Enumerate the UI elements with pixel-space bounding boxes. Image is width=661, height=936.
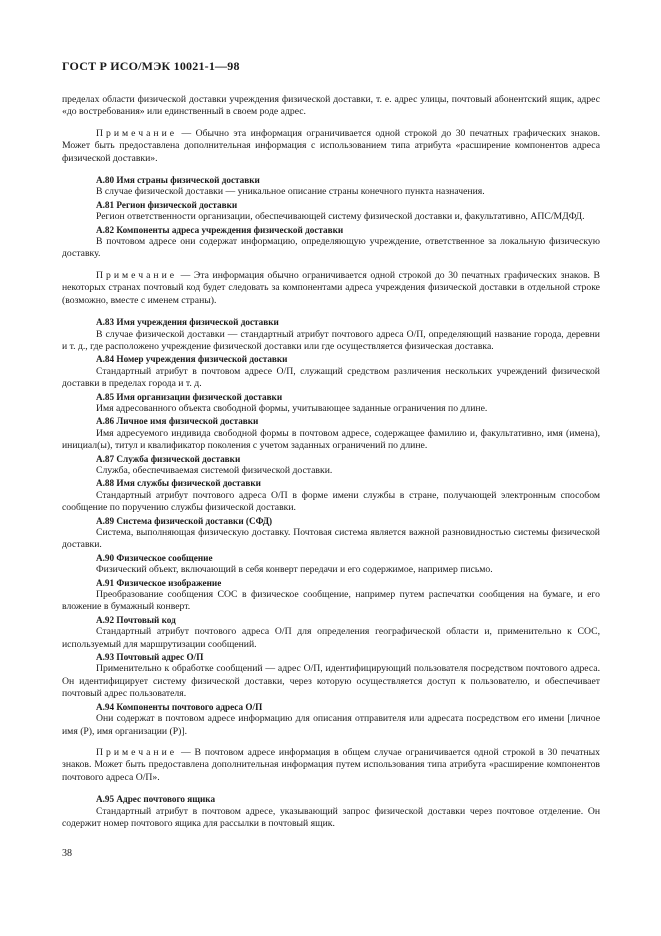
intro-paragraph: пределах области физической доставки учреждения физической доставки, т. е. адрес улицы, почтовый абонентский ящик, адрес «до востребования» или единственный в своем роде адрес. (62, 94, 600, 118)
page-number: 38 (62, 848, 72, 859)
section-a84 (62, 353, 600, 390)
section-text: Имя адресованного объекта свободной формы, учитывающее заданные ограничения по длине. (96, 402, 488, 414)
section-heading: А.82 Компоненты адреса учреждения физической доставки (96, 224, 344, 235)
section-text: Стандартный атрибут в почтовом адресе О/П, служащий средством различения нескольких учреждений физической доставки в пределах города и т. д. (62, 365, 600, 390)
section-a81 (62, 199, 600, 224)
section-text: Служба, обеспечиваемая системой физической доставки. (96, 464, 333, 476)
note-label: Примечание (96, 269, 178, 281)
section-a83 (62, 316, 600, 353)
section-heading: А.84 Номер учреждения физической доставки (96, 354, 288, 365)
note-label: Примечание (96, 127, 178, 139)
section-text: Регион ответственности организации, обеспечивающей систему физической доставки и, факультативно, АПС/МДФД. (96, 211, 585, 223)
note-label: Примечание (96, 746, 178, 758)
section-heading: А.81 Регион физической доставки (96, 199, 238, 210)
section-text: Они содержат в почтовом адресе информацию для описания отправителя или адресата посредством его имени [личное имя (P), имя организации (P)]. (62, 713, 600, 737)
section-a82 (62, 224, 600, 261)
section-a91 (62, 577, 600, 614)
section-heading: А.86 Личное имя физической доставки (96, 416, 259, 427)
section-text: Стандартный атрибут в почтовом адресе, указывающий запрос физической доставки через почтовое отделение. Он содержит номер почтового ящика для рассылки в почтовый ящик. (62, 805, 600, 829)
note-paragraph (62, 270, 600, 307)
section-text: Физический объект, включающий в себя конверт передачи и его содержимое, например письмо. (96, 564, 493, 576)
section-heading: А.93 Почтовый адрес О/П (96, 652, 204, 663)
section-heading: А.87 Служба физической доставки (96, 453, 241, 464)
section-text: Преобразование сообщения СОС в физическое сообщение, например путем распечатки сообщения на бумаге, и его вложение в бумажный конверт. (62, 589, 600, 613)
section-a94 (62, 701, 600, 738)
note-paragraph (62, 128, 600, 165)
section-a95 (62, 793, 600, 830)
section-heading: А.89 Система физической доставки (СФД) (96, 515, 273, 526)
section-a87 (62, 453, 600, 478)
section-a89 (62, 515, 600, 552)
section-text: В почтовом адресе они содержат информацию, определяющую учреждение, ответственное за локальную физическую доставку. (62, 236, 600, 260)
section-heading: А.90 Физическое сообщение (96, 552, 213, 563)
section-a88 (62, 477, 600, 514)
section-a90 (62, 552, 600, 577)
section-heading: А.83 Имя учреждения физической доставки (96, 317, 279, 328)
section-a80 (62, 174, 600, 199)
section-heading: А.95 Адрес почтового ящика (96, 794, 216, 805)
section-text: Применительно к обработке сообщений — адрес О/П, идентифицирующий пользователя посредством почтового адреса. Он идентифицирует систему физической доставки, через которую осуществляется доступ к пользователю, и обеспечивает почтовый адрес пользователя. (62, 663, 600, 700)
section-heading: А.80 Имя страны физической доставки (96, 175, 260, 186)
document-body (62, 94, 600, 830)
section-heading: А.85 Имя организации физической доставки (96, 391, 283, 402)
section-a85 (62, 391, 600, 416)
section-text: В случае физической доставки — уникальное описание страны конечного пункта назначения. (96, 186, 485, 198)
section-heading: А.92 Почтовый код (96, 614, 176, 625)
note-text: — В почтовом адресе информация в общем случае ограничивается одной строкой в 30 печатных знаков. Может быть предоставлена дополнительная информация путем использования типа атрибута «расширение компонентов почтового адреса О/П». (62, 746, 600, 783)
section-heading: А.88 Имя службы физической доставки (96, 478, 261, 489)
note-text: — Эта информация обычно ограничивается одной строкой до 30 печатных графических знаков. В некоторых странах почтовый код будет следовать за компонентами адреса учреждения физической доставки в отдельной строке (возможно, вместе с именем страны). (62, 269, 600, 306)
section-heading: А.91 Физическое изображение (96, 577, 222, 588)
note-paragraph (62, 747, 600, 784)
section-text: Система, выполняющая физическую доставку. Почтовая система является важной разновидностью системы физической доставки. (62, 527, 600, 551)
section-a92 (62, 614, 600, 651)
section-text: В случае физической доставки — стандартный атрибут почтового адреса О/П, определяющий название города, деревни и т. д., где расположено учреждение физической доставки или где осуществляется физическая доставка. (62, 328, 600, 352)
section-a93 (62, 651, 600, 701)
section-text: Имя адресуемого индивида свободной формы в почтовом адресе, содержащее фамилию и, факультативно, имя (имена), инициал(ы), титул и квалификатор поколения с учетом заданных ограничений по длине. (62, 427, 600, 452)
section-text: Стандартный атрибут почтового адреса О/П в форме имени службы в стране, получающей электронным способом сообщение по поручению службы физической доставки. (62, 489, 600, 514)
document-header: ГОСТ Р ИСО/МЭК 10021-1—98 (62, 59, 240, 73)
section-heading: А.94 Компоненты почтового адреса О/П (96, 701, 263, 712)
section-a86 (62, 415, 600, 452)
section-text: Стандартный атрибут почтового адреса О/П для определения географической области и, применительно к СОС, используемый для маршрутизации сообщений. (62, 626, 600, 650)
document-page (62, 0, 600, 936)
note-text: — Обычно эта информация ограничивается одной строкой до 30 печатных графических знаков. Может быть предоставлена дополнительная информация с использованием типа атрибута «расширение компонентов адреса физической доставки». (62, 127, 600, 164)
